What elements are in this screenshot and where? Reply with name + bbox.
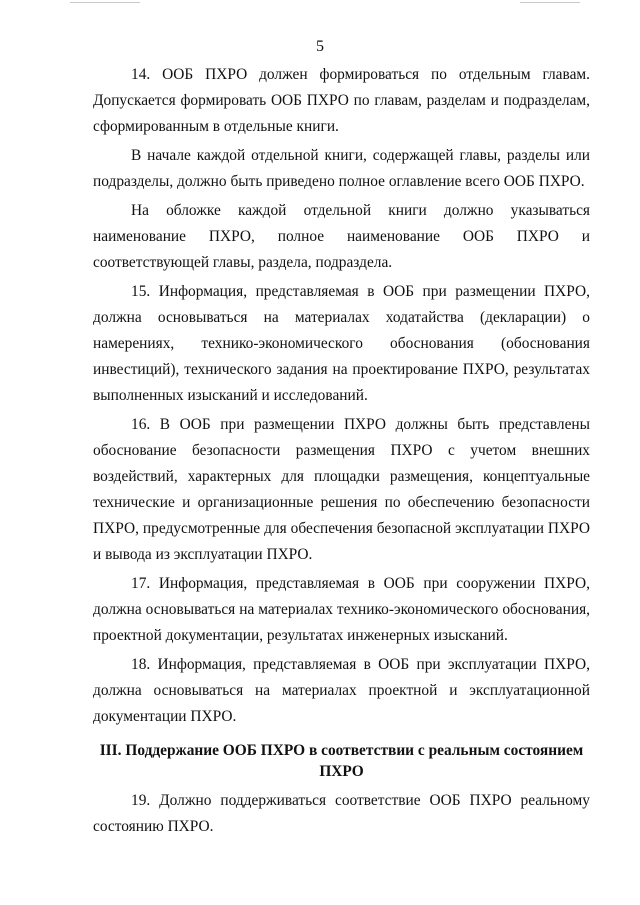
document-body [93, 62, 590, 843]
paragraph-14-cover: На обложке каждой отдельной книги должно указываться наименование ПХРО, полное наименование ООБ ПХРО и соответствующей главы, раздела, подраздела. [93, 202, 590, 271]
scan-edge-mark [70, 2, 140, 3]
paragraph-14: 14. ООБ ПХРО должен формироваться по отдельным главам. Допускается формировать ООБ ПХРО по главам, разделам и подразделам, сформированным в отдельные книги. [93, 66, 590, 135]
paragraph-15: 15. Информация, представляемая в ООБ при размещении ПХРО, должна основываться на материалах ходатайства (декларации) о намерениях, технико-экономического обоснования (обоснования инвестиций), технического задания на проектирование ПХРО, результатах выполненных изысканий и исследований. [93, 283, 590, 404]
paragraph-14-contents: В начале каждой отдельной книги, содержащей главы, разделы или подразделы, должно быть приведено полное оглавление всего ООБ ПХРО. [93, 147, 590, 190]
section-heading: III. Поддержание ООБ ПХРО в соответствии с реальным состоянием ПХРО [99, 742, 584, 780]
scan-edge-mark [520, 2, 580, 3]
paragraph-18: 18. Информация, представляемая в ООБ при эксплуатации ПХРО, должна основываться на материалах проектной и эксплуатационной документации ПХРО. [93, 656, 590, 725]
page-number: 5 [316, 38, 324, 55]
paragraph-17: 17. Информация, представляемая в ООБ при сооружении ПХРО, должна основываться на материалах технико-экономического обоснования, проектной документации, результатах инженерных изысканий. [93, 575, 590, 644]
paragraph-16: 16. В ООБ при размещении ПХРО должны быть представлены обоснование безопасности размещения ПХРО с учетом внешних воздействий, характерных для площадки размещения, концептуальные технические и организационные решения по обеспечению безопасности ПХРО, предусмотренные для обеспечения безопасной эксплуатации ПХРО и вывода из эксплуатации ПХРО. [93, 416, 590, 563]
paragraph-19: 19. Должно поддерживаться соответствие ООБ ПХРО реальному состоянию ПХРО. [93, 792, 590, 835]
